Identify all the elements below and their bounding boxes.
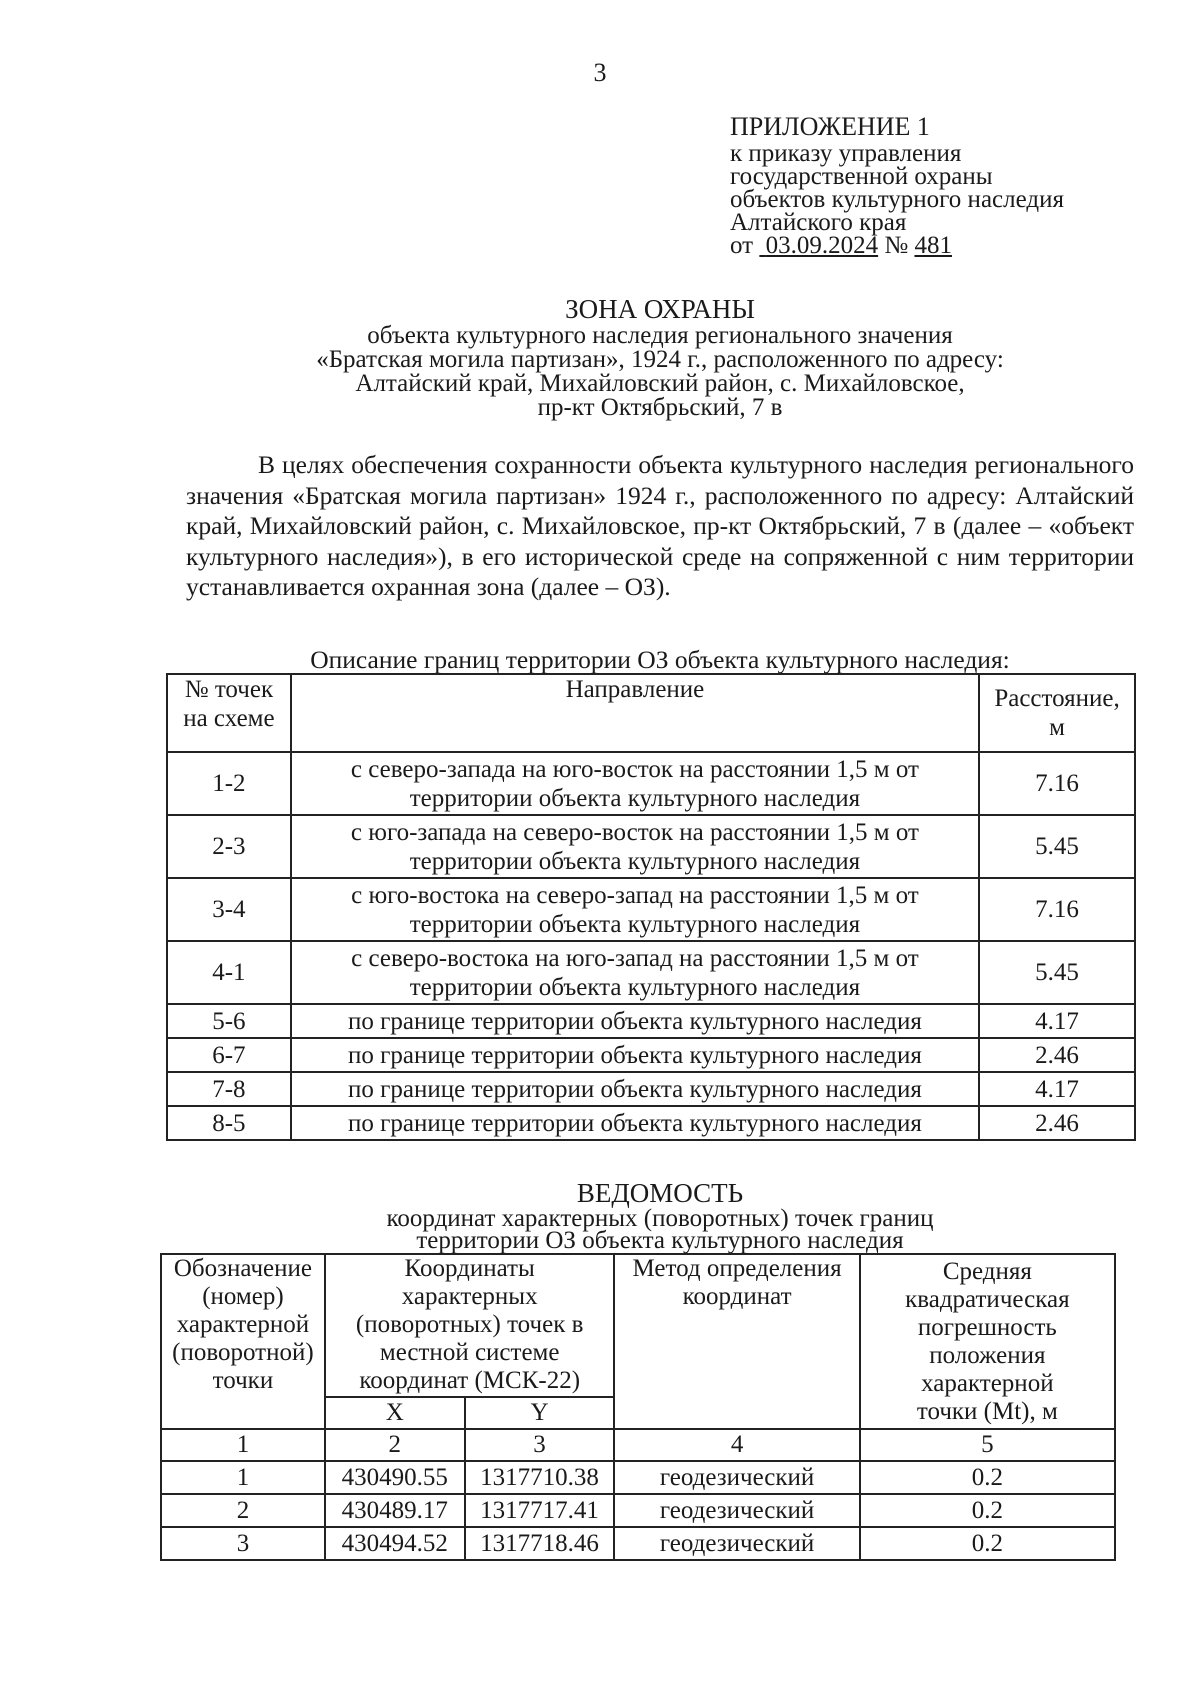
- cell-distance: 7.16: [979, 752, 1135, 815]
- cell-distance: 2.46: [979, 1106, 1135, 1140]
- cell-points: 3-4: [167, 878, 291, 941]
- cell-mt: 0.2: [860, 1461, 1115, 1494]
- zone-title: ЗОНА ОХРАНЫ: [565, 294, 755, 324]
- cell-point: 2: [161, 1494, 325, 1527]
- vedomost-title: ВЕДОМОСТЬ: [576, 1178, 744, 1208]
- table-row: [161, 1494, 1115, 1527]
- header-points: № точек на схеме: [167, 674, 291, 752]
- cell-points: 7-8: [167, 1072, 291, 1106]
- cell-y: 1317717.41: [465, 1494, 615, 1527]
- cell-method: геодезический: [614, 1527, 859, 1560]
- coordinates-table: [160, 1253, 1116, 1561]
- cell-distance: 5.45: [979, 815, 1135, 878]
- cell-method: геодезический: [614, 1494, 859, 1527]
- cell-x: 430489.17: [325, 1494, 465, 1527]
- cell-point: 1: [161, 1461, 325, 1494]
- cell-points: 5-6: [167, 1004, 291, 1038]
- appendix-line: объектов культурного наследия: [730, 186, 1064, 213]
- table-row: [161, 1527, 1115, 1560]
- table-row: [167, 941, 1135, 1004]
- cell-points: 4-1: [167, 941, 291, 1004]
- appendix-header: [730, 112, 1064, 257]
- cell-distance: 4.17: [979, 1004, 1135, 1038]
- table-header-row: [167, 674, 1135, 752]
- header-distance: Расстояние, м: [979, 674, 1135, 752]
- cell-distance: 4.17: [979, 1072, 1135, 1106]
- table-row: [167, 1072, 1135, 1106]
- cell-direction: по границе территории объекта культурного наследия: [291, 1072, 979, 1106]
- header-method: Метод определения координат: [614, 1254, 859, 1429]
- header-direction: Направление: [291, 674, 979, 752]
- date-prefix: от: [730, 232, 754, 259]
- appendix-title: ПРИЛОЖЕНИЕ 1: [730, 112, 930, 141]
- vedomost-heading: [160, 1178, 1160, 1252]
- zone-heading: [160, 294, 1160, 420]
- header-coordinates: Координаты характерных (поворотных) точек в местной системе координат (МСК-22): [325, 1254, 615, 1397]
- table-row: [167, 752, 1135, 815]
- order-date: 03.09.2024: [765, 232, 879, 259]
- header-x: X: [325, 1397, 465, 1429]
- appendix-date-line: [730, 234, 1064, 257]
- cell-points: 8-5: [167, 1106, 291, 1140]
- table-row: [167, 1004, 1135, 1038]
- page-number: 3: [593, 58, 607, 87]
- zone-line: Алтайский край, Михайловский район, с. Михайловское,: [355, 370, 965, 397]
- cell-direction: по границе территории объекта культурного наследия: [291, 1038, 979, 1072]
- table-row: [167, 815, 1135, 878]
- cell-x: 430490.55: [325, 1461, 465, 1494]
- table-row: [161, 1461, 1115, 1494]
- column-number: 1: [161, 1429, 325, 1461]
- zone-line: пр-кт Октябрьский, 7 в: [537, 394, 783, 421]
- cell-points: 6-7: [167, 1038, 291, 1072]
- zone-line: объекта культурного наследия регионального значения: [367, 322, 953, 349]
- header-y: Y: [465, 1397, 615, 1429]
- cell-points: 2-3: [167, 815, 291, 878]
- cell-distance: 2.46: [979, 1038, 1135, 1072]
- cell-direction: с северо-востока на юго-запад на расстоянии 1,5 м от территории объекта культурного наследия: [291, 941, 979, 1004]
- vedomost-line: координат характерных (поворотных) точек границ: [386, 1205, 934, 1232]
- column-number: 4: [614, 1429, 859, 1461]
- cell-mt: 0.2: [860, 1494, 1115, 1527]
- body-paragraph: [186, 450, 1134, 603]
- order-number: 481: [914, 232, 952, 259]
- table-row: [167, 1038, 1135, 1072]
- paragraph-text: В целях обеспечения сохранности объекта культурного наследия регионального значения «Братская могила партизан» 1924 г., расположенного по адресу: Алтайский край, Михайловский район, с. Михайловское, пр-кт Октябрьский, 7 в (далее – «объект культурного наследия»), в его исторической среде на сопряженной с ним территории устанавливается охранная зона (далее – ОЗ).: [186, 450, 1134, 601]
- boundaries-caption: Описание границ территории ОЗ объекта культурного наследия:: [310, 645, 1010, 674]
- cell-direction: с северо-запада на юго-восток на расстоянии 1,5 м от территории объекта культурного наследия: [291, 752, 979, 815]
- boundaries-table: [166, 673, 1136, 1141]
- zone-line: «Братская могила партизан», 1924 г., расположенного по адресу:: [316, 346, 1004, 373]
- table-header-row: [161, 1254, 1115, 1397]
- cell-distance: 5.45: [979, 941, 1135, 1004]
- column-number: 2: [325, 1429, 465, 1461]
- cell-mt: 0.2: [860, 1527, 1115, 1560]
- cell-y: 1317718.46: [465, 1527, 615, 1560]
- cell-direction: по границе территории объекта культурного наследия: [291, 1106, 979, 1140]
- column-number: 3: [465, 1429, 615, 1461]
- cell-distance: 7.16: [979, 878, 1135, 941]
- cell-direction: с юго-востока на северо-запад на расстоянии 1,5 м от территории объекта культурного наследия: [291, 878, 979, 941]
- table-row: [167, 1106, 1135, 1140]
- cell-x: 430494.52: [325, 1527, 465, 1560]
- number-prefix: №: [884, 232, 909, 259]
- cell-method: геодезический: [614, 1461, 859, 1494]
- table-row: [167, 878, 1135, 941]
- cell-direction: с юго-запада на северо-восток на расстоянии 1,5 м от территории объекта культурного наследия: [291, 815, 979, 878]
- cell-y: 1317710.38: [465, 1461, 615, 1494]
- vedomost-line: территории ОЗ объекта культурного наследия: [416, 1227, 904, 1254]
- appendix-line: Алтайского края: [730, 209, 907, 236]
- appendix-line: к приказу управления: [730, 140, 962, 167]
- header-error: Средняя квадратическая погрешность положения характерной точки (Mt), м: [860, 1254, 1115, 1429]
- column-number-row: [161, 1429, 1115, 1461]
- header-designation: Обозначение (номер) характерной (поворотной) точки: [161, 1254, 325, 1429]
- cell-point: 3: [161, 1527, 325, 1560]
- cell-points: 1-2: [167, 752, 291, 815]
- appendix-line: государственной охраны: [730, 163, 993, 190]
- column-number: 5: [860, 1429, 1115, 1461]
- cell-direction: по границе территории объекта культурного наследия: [291, 1004, 979, 1038]
